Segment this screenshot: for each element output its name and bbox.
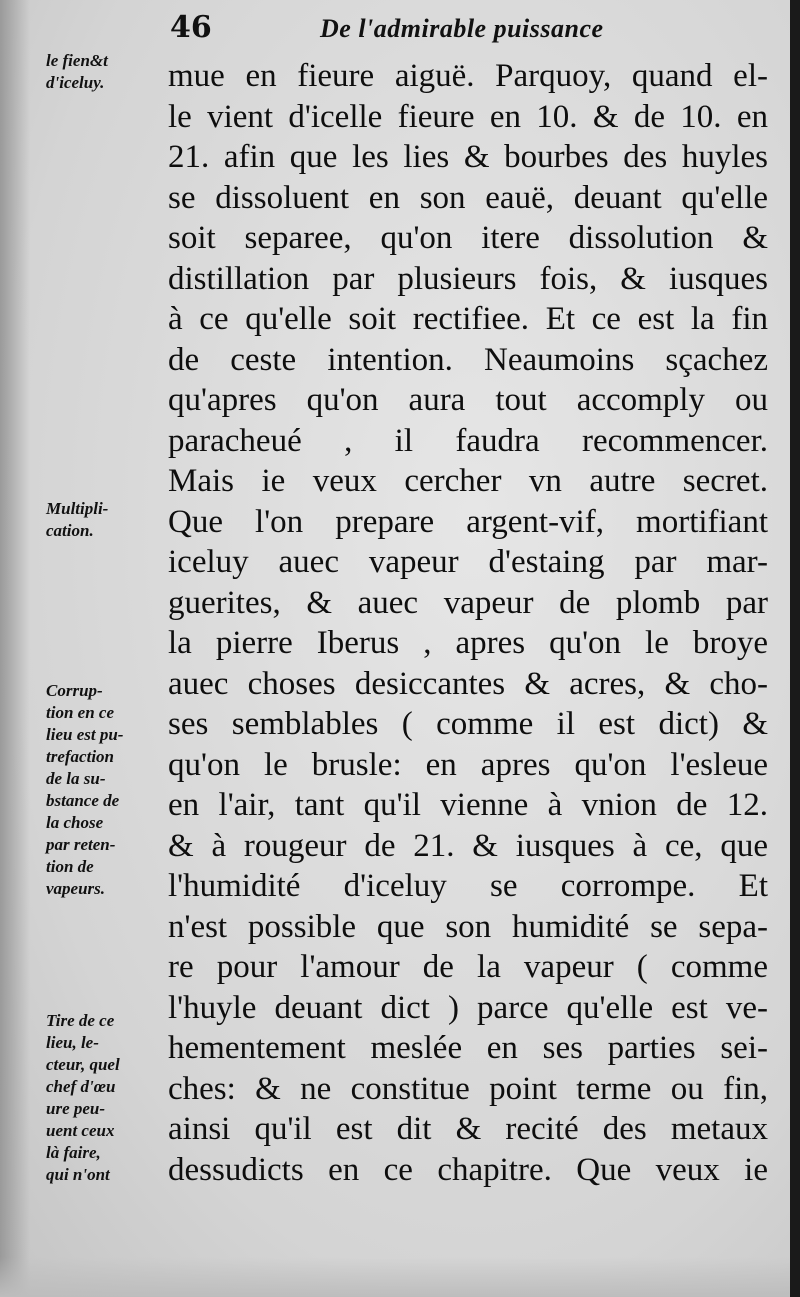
- margin-note: [46, 50, 168, 94]
- running-title: De l'admirable puissance: [320, 14, 604, 43]
- text-line: ainsi qu'il est dit & recité des metaux: [168, 1111, 768, 1147]
- margin-note-line: cation.: [46, 521, 94, 540]
- margin-note-line: tion de: [46, 857, 94, 876]
- margin-note-line: bstance de: [46, 791, 120, 810]
- text-line: & à rougeur de 21. & iusques à ce, que: [168, 827, 768, 864]
- text-line: ses semblables ( comme il est dict) &: [168, 706, 768, 742]
- text-line: la pierre Iberus , apres qu'on le broye: [168, 625, 768, 661]
- text-line: Que l'on prepare argent-vif, mortifiant: [168, 503, 768, 540]
- margin-notes: [46, 0, 168, 1297]
- text-line: auec choses desiccantes & acres, & cho-: [168, 665, 768, 702]
- margin-note: [46, 680, 168, 900]
- text-line: de ceste intention. Neaumoins sçachez: [168, 341, 768, 378]
- margin-note-line: là faire,: [46, 1143, 101, 1162]
- margin-note-line: Tire de ce: [46, 1011, 115, 1030]
- margin-note-line: trefaction: [46, 747, 114, 766]
- margin-note-line: chef d'œu: [46, 1077, 116, 1096]
- text-line: ches: & ne constitue point terme ou fin,: [168, 1070, 768, 1107]
- page-header: [170, 8, 770, 52]
- margin-note-line: Multipli-: [46, 499, 109, 518]
- text-line: guerites, & auec vapeur de plomb par: [168, 584, 768, 621]
- text-line: à ce qu'elle soit rectifiee. Et ce est la fin: [168, 301, 768, 337]
- gutter-shadow: [0, 0, 30, 1297]
- margin-note-line: la chose: [46, 813, 104, 832]
- margin-note-line: lieu, le-: [46, 1033, 99, 1052]
- margin-note-line: ure peu-: [46, 1099, 106, 1118]
- margin-note-line: vapeurs.: [46, 879, 106, 898]
- text-line: iceluy auec vapeur d'estaing par mar-: [168, 544, 768, 580]
- margin-note-line: lieu est pu-: [46, 725, 124, 744]
- text-line: 21. afin que les lies & bourbes des huyles: [168, 139, 768, 175]
- text-line: qu'apres qu'on aura tout accomply ou: [168, 382, 768, 418]
- margin-note-line: par reten-: [46, 835, 116, 854]
- body-text: [168, 56, 768, 1190]
- margin-note-line: de la su-: [46, 769, 106, 788]
- margin-note-line: d'iceluy.: [46, 73, 105, 92]
- text-line: le vient d'icelle fieure en 10. & de 10. en: [168, 98, 768, 135]
- text-line: Mais ie veux cercher vn autre secret.: [168, 463, 768, 499]
- text-line: mue en fieure aiguë. Parquoy, quand el-: [168, 58, 768, 94]
- text-line: en l'air, tant qu'il vienne à vnion de 12.: [168, 787, 768, 823]
- text-line: distillation par plusieurs fois, & iusques: [168, 260, 768, 297]
- text-line: l'huyle deuant dict ) parce qu'elle est ve-: [168, 989, 768, 1026]
- text-line: n'est possible que son humidité se sepa-: [168, 908, 768, 945]
- margin-note: [46, 498, 168, 542]
- margin-note-line: cteur, quel: [46, 1055, 120, 1074]
- margin-note-line: qui n'ont: [46, 1165, 110, 1184]
- text-line: re pour l'amour de la vapeur ( comme: [168, 949, 768, 985]
- margin-note-line: uent ceux: [46, 1121, 115, 1140]
- page-number: 46: [170, 10, 212, 45]
- text-line: qu'on le brusle: en apres qu'on l'esleue: [168, 746, 768, 783]
- text-line: dessudicts en ce chapitre. Que veux ie: [168, 1151, 768, 1188]
- margin-note-line: tion en ce: [46, 703, 114, 722]
- margin-note-line: le fien&t: [46, 51, 108, 70]
- text-line: hementement meslée en ses parties sei-: [168, 1030, 768, 1066]
- margin-note: [46, 1010, 168, 1186]
- text-line: paracheué , il faudra recommencer.: [168, 422, 768, 459]
- text-line: soit separee, qu'on itere dissolution &: [168, 220, 768, 256]
- text-line: se dissoluent en son eauë, deuant qu'elle: [168, 179, 768, 216]
- margin-note-line: Corrup-: [46, 681, 103, 700]
- text-line: l'humidité d'iceluy se corrompe. Et: [168, 868, 768, 904]
